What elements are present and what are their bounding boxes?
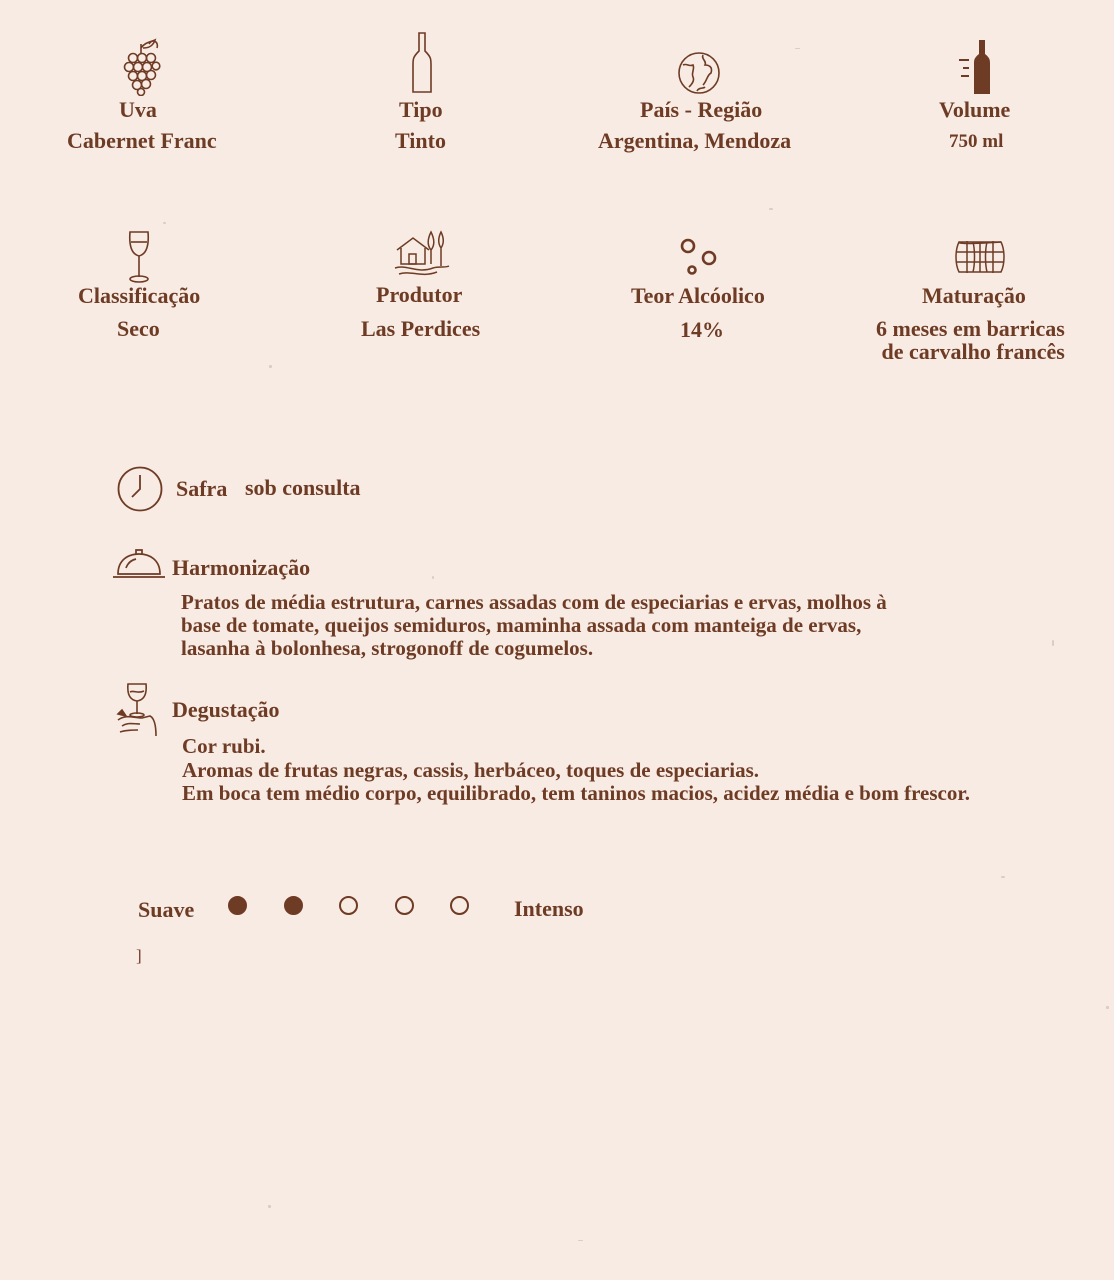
paper-speck [769, 208, 773, 210]
grape-label: Uva [119, 97, 157, 122]
degustacao-line: Aromas de frutas negras, cassis, herbáceo, toques de especiarias. [182, 758, 760, 782]
intensity-dot [450, 896, 469, 915]
country-label: País - Região [640, 97, 763, 122]
safra-label: Safra [176, 476, 228, 501]
classification-label: Classificação [78, 283, 201, 308]
degustacao-line: Cor rubi. [182, 734, 266, 758]
grape-icon [121, 38, 161, 96]
bubbles-icon [678, 236, 720, 278]
harmonizacao-text: Pratos de média estrutura, carnes assadas com de especiarias e ervas, molhos à base de tomate, queijos semiduros, maminha assada com manteiga de ervas, lasanha à bolonhesa, strogonoff de cogumelos. [181, 590, 887, 660]
safra-value: sob consulta [245, 475, 361, 500]
paper-speck [1106, 1006, 1109, 1009]
clock-icon [116, 465, 164, 513]
paper-speck [268, 1205, 271, 1208]
maturation-value: 6 meses em barricas de carvalho francês [876, 316, 1065, 364]
paper-speck [795, 48, 800, 49]
paper-speck [269, 365, 272, 368]
wine-glass-icon [127, 230, 151, 284]
tasting-hand-icon [116, 680, 162, 738]
cloche-icon [112, 546, 166, 580]
volume-label: Volume [939, 97, 1011, 122]
type-value: Tinto [395, 128, 446, 153]
grape-value: Cabernet Franc [67, 128, 217, 153]
intensity-dot [395, 896, 414, 915]
paper-speck [163, 222, 166, 224]
producer-value: Las Perdices [361, 316, 481, 341]
barrel-icon [953, 238, 1007, 276]
country-value: Argentina, Mendoza [598, 128, 792, 153]
degustacao-line: Em boca tem médio corpo, equilibrado, tem taninos macios, acidez média e bom frescor. [182, 781, 970, 805]
type-label: Tipo [399, 97, 443, 122]
winery-icon [393, 230, 451, 278]
paper-speck [578, 1240, 583, 1241]
globe-icon [677, 51, 721, 95]
paper-speck [1052, 640, 1054, 646]
bottle-outline-icon [411, 31, 433, 95]
alcohol-label: Teor Alcóolico [631, 283, 765, 308]
intensity-dot [339, 896, 358, 915]
harmonizacao-label: Harmonização [172, 555, 311, 580]
intensity-dot [284, 896, 303, 915]
stray-bracket: ] [136, 946, 142, 965]
paper-speck [432, 576, 434, 579]
producer-label: Produtor [376, 282, 463, 307]
classification-value: Seco [117, 316, 160, 341]
intensity-left-label: Suave [138, 897, 195, 922]
intensity-dot [228, 896, 247, 915]
bottle-filled-icon [957, 38, 993, 96]
alcohol-value: 14% [680, 317, 724, 342]
volume-value: 750 ml [949, 131, 1004, 152]
maturation-label: Maturação [922, 283, 1026, 308]
degustacao-label: Degustação [172, 697, 280, 722]
paper-speck [1001, 876, 1005, 878]
intensity-right-label: Intenso [514, 896, 584, 921]
